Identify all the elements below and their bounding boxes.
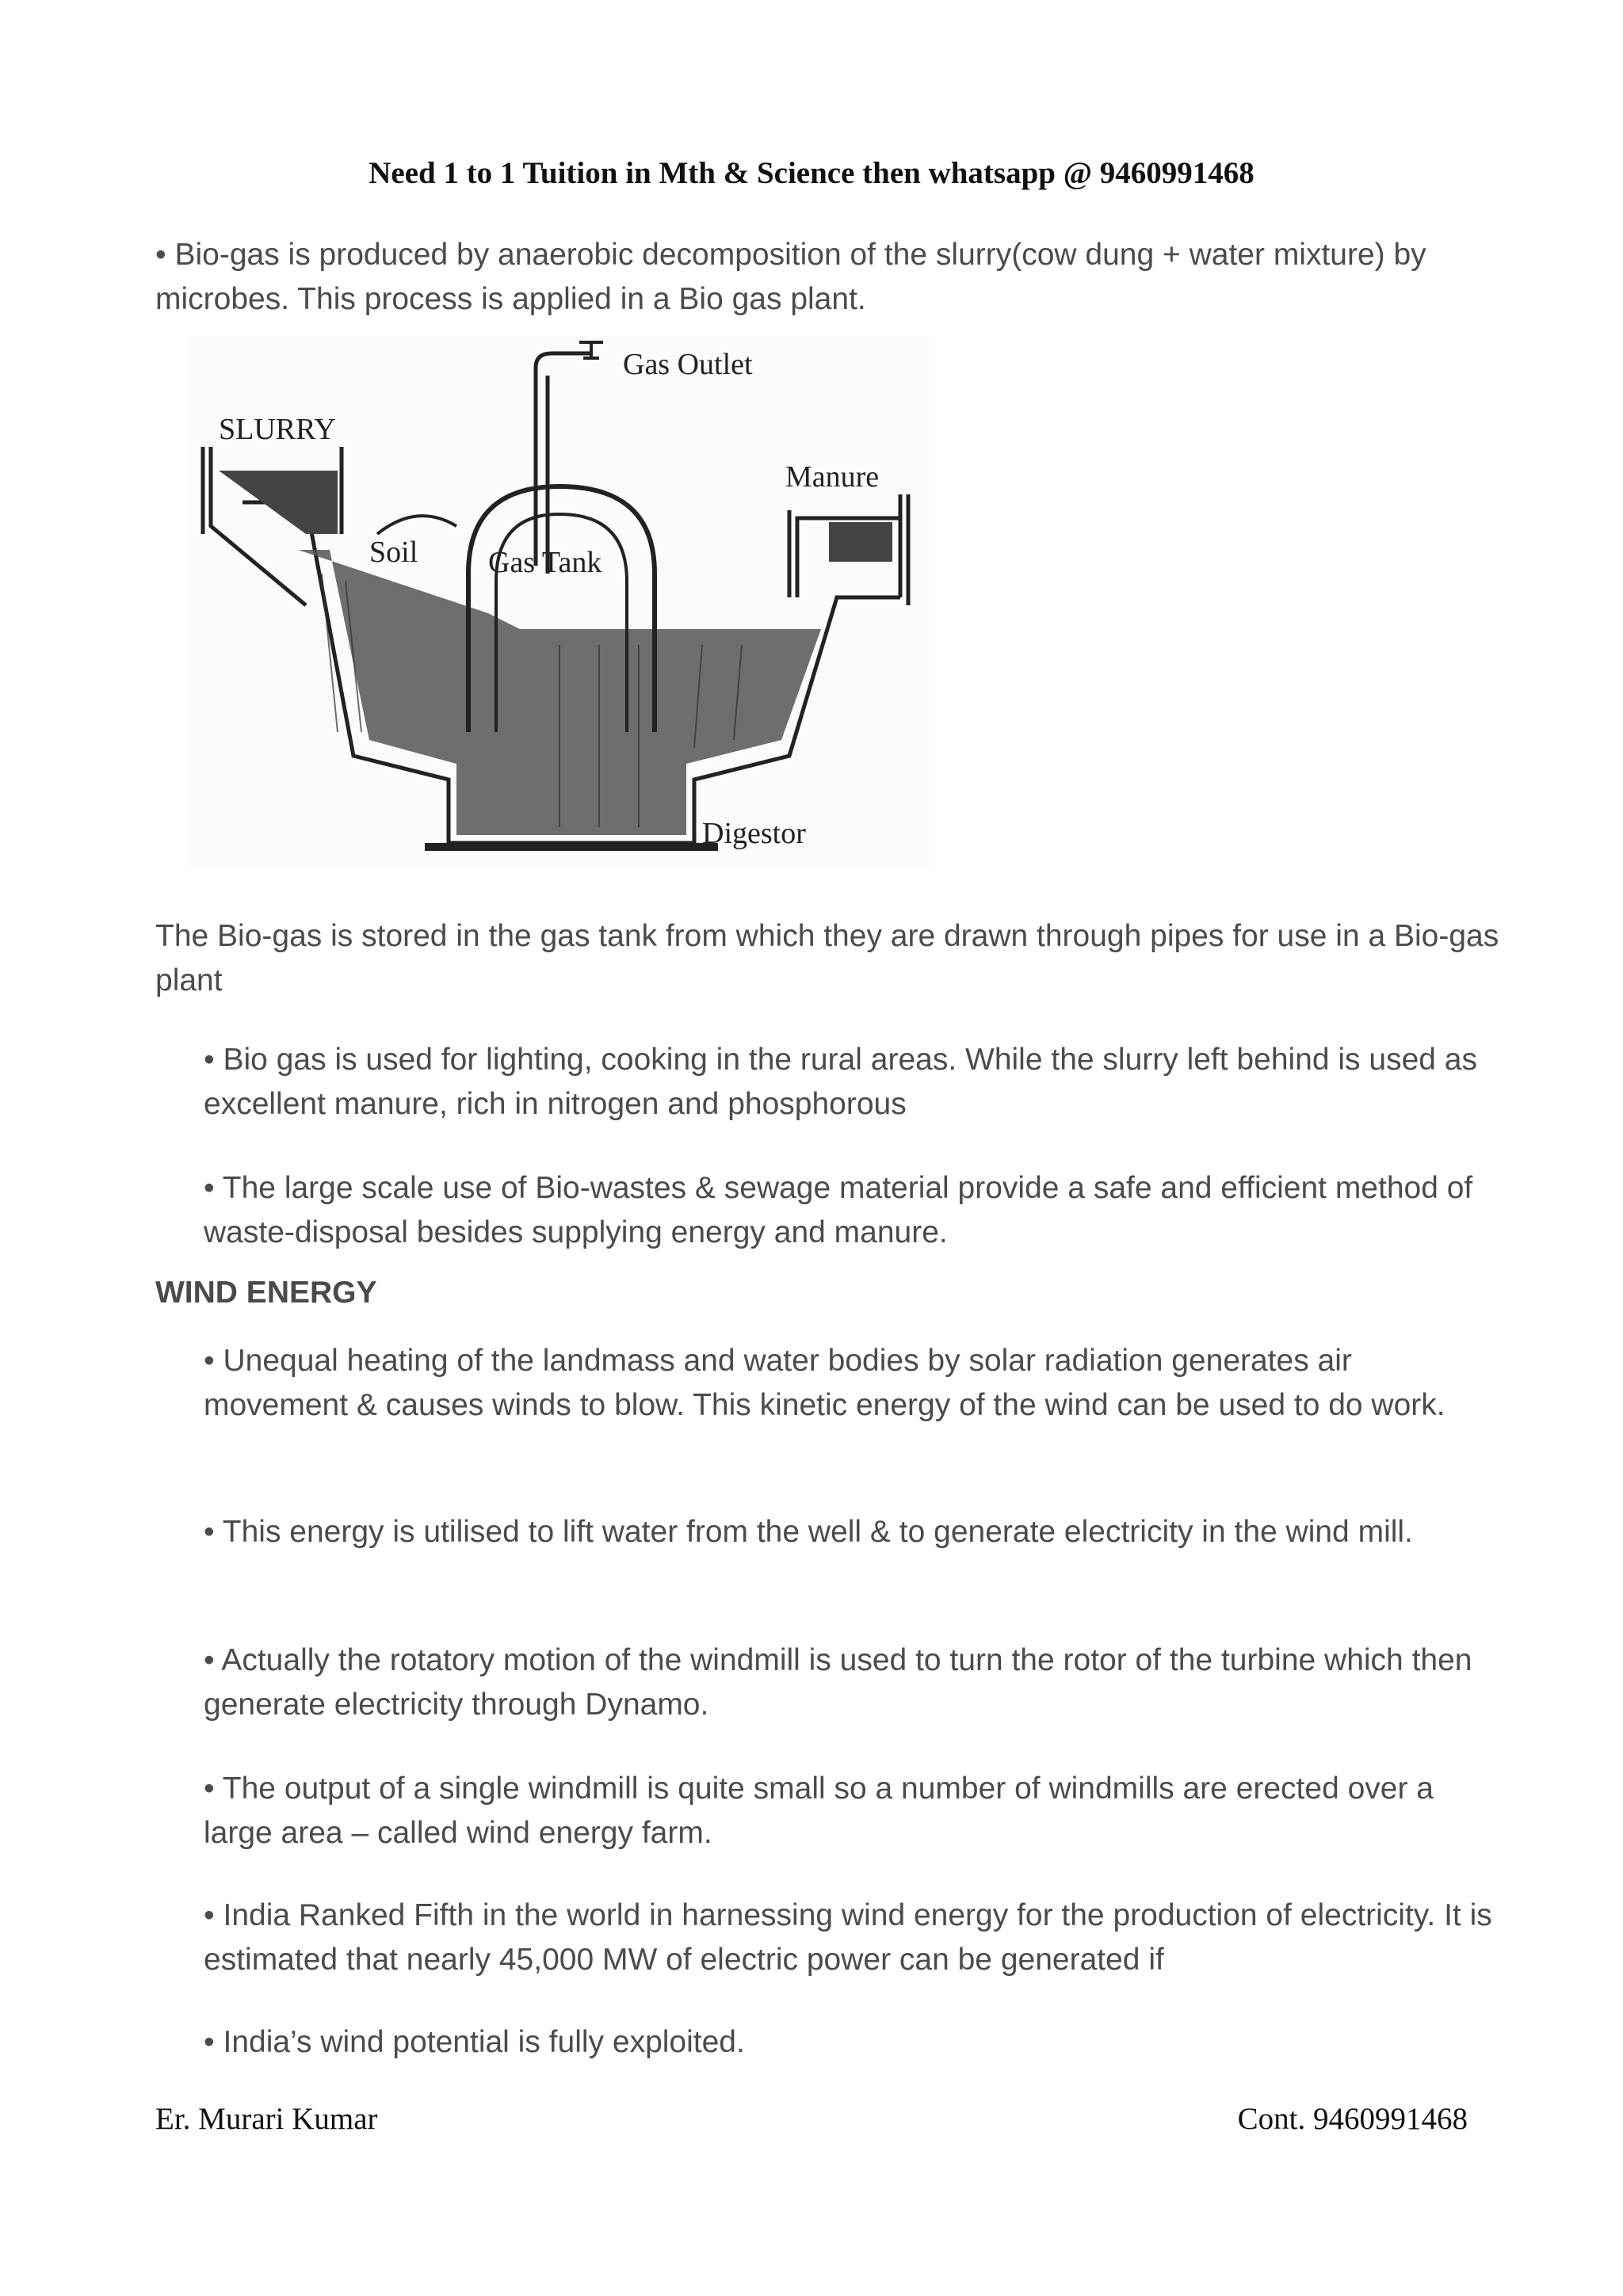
slurry-label: SLURRY — [219, 413, 336, 446]
manure-fill — [829, 522, 892, 562]
biogas-point-1: • Bio gas is used for lighting, cooking in the rural areas. While the slurry left behind is used as excellent manure, rich in nitrogen and phosphorous — [204, 1043, 1477, 1121]
wind-point-2: • This energy is utilised to lift water from the well & to generate electricity in the wind mill. — [204, 1515, 1413, 1549]
soil-label: Soil — [369, 536, 418, 569]
wind-point-4: • The output of a single windmill is quite small so a number of windmills are erected over a large area – called wind energy farm. — [204, 1772, 1434, 1850]
wind-point-5: • India Ranked Fifth in the world in harnessing wind energy for the production of electricity. It is estimated that nearly 45,000 MW of electric power can be generated if — [204, 1898, 1492, 1977]
wind-energy-heading: WIND ENERGY — [155, 1276, 377, 1310]
footer-contact: Cont. 9460991468 — [1237, 2102, 1468, 2136]
after-diagram-paragraph: The Bio-gas is stored in the gas tank from which they are drawn through pipes for use in a Bio-gas plant — [155, 919, 1499, 997]
wind-point-6: • India’s wind potential is fully exploited. — [204, 2025, 745, 2059]
biogas-point-2: • The large scale use of Bio-wastes & sewage material provide a safe and efficient method of waste-disposal besides supplying energy and manure. — [204, 1171, 1473, 1249]
wind-point-3: • Actually the rotatory motion of the windmill is used to turn the rotor of the turbine which then generate electricity through Dynamo. — [204, 1643, 1472, 1722]
footer-author: Er. Murari Kumar — [155, 2102, 378, 2136]
gas-tank-label: Gas Tank — [488, 546, 602, 579]
digestor-base — [425, 843, 718, 851]
page-header: Need 1 to 1 Tuition in Mth & Science then whatsapp @ 9460991468 — [369, 156, 1254, 190]
gas-outlet-label: Gas Outlet — [623, 348, 753, 381]
manure-label: Manure — [785, 460, 880, 494]
digestor-label: Digestor — [702, 817, 806, 850]
intro-paragraph: • Bio-gas is produced by anaerobic decomposition of the slurry(cow dung + water mixture) by microbes. This process is applied in a Bio gas plant. — [155, 238, 1426, 316]
biogas-plant-diagram — [187, 336, 929, 868]
wind-point-1: • Unequal heating of the landmass and water bodies by solar radiation generates air movement & causes winds to blow. This kinetic energy of the wind can be used to do work. — [204, 1344, 1445, 1422]
